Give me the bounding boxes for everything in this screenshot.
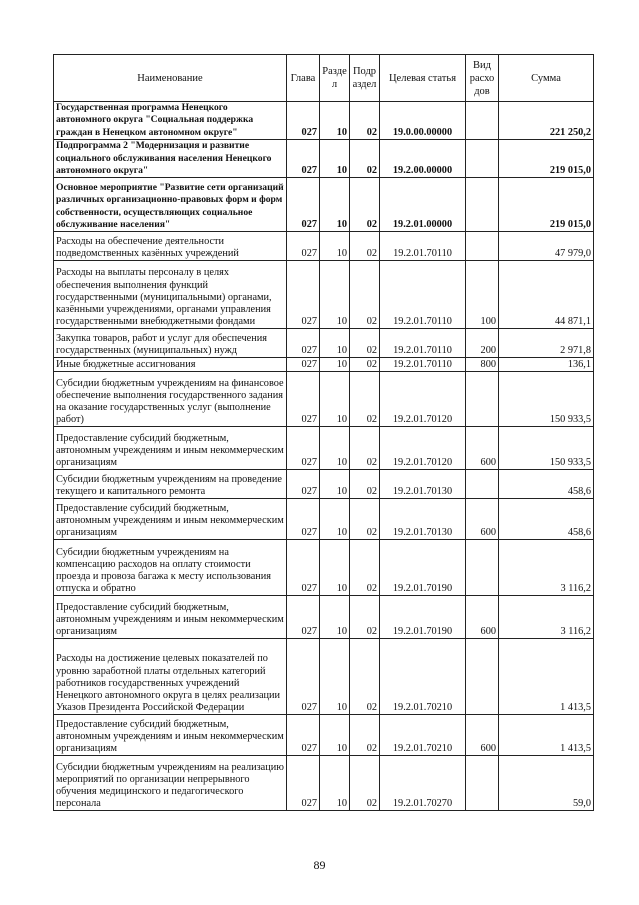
table-row bbox=[54, 639, 594, 715]
row-celevaya: 19.0.00.00000 bbox=[380, 102, 466, 140]
row-glava: 027 bbox=[287, 427, 320, 470]
row-name: Предоставление субсидий бюджетным, автономным учреждениям и иным некоммерческим организациям bbox=[54, 596, 287, 639]
row-razdel: 10 bbox=[320, 639, 350, 715]
row-summa: 2 971,8 bbox=[499, 329, 594, 358]
row-celevaya: 19.2.01.70190 bbox=[380, 540, 466, 596]
row-vid bbox=[466, 639, 499, 715]
row-glava: 027 bbox=[287, 470, 320, 499]
row-name: Государственная программа Ненецкого автономного округа "Социальная поддержка граждан в Ненецком автономном округе" bbox=[54, 102, 287, 140]
table-row bbox=[54, 178, 594, 232]
row-razdel: 10 bbox=[320, 232, 350, 261]
row-name: Предоставление субсидий бюджетным, автономным учреждениям и иным некоммерческим организациям bbox=[54, 499, 287, 540]
row-razdel: 10 bbox=[320, 427, 350, 470]
row-podrazdel: 02 bbox=[350, 499, 380, 540]
row-vid bbox=[466, 372, 499, 427]
row-celevaya: 19.2.01.70130 bbox=[380, 470, 466, 499]
row-vid: 600 bbox=[466, 427, 499, 470]
row-name: Расходы на достижение целевых показателей по уровню заработной платы отдельных категорий работников государственных учреждений Ненецкого автономного округа в целях реализации Указов Президента Российской Федерации bbox=[54, 639, 287, 715]
header-podrazdel: Подр аздел bbox=[350, 55, 380, 102]
row-glava: 027 bbox=[287, 756, 320, 811]
row-podrazdel: 02 bbox=[350, 261, 380, 329]
row-vid bbox=[466, 140, 499, 178]
row-glava: 027 bbox=[287, 140, 320, 178]
row-podrazdel: 02 bbox=[350, 756, 380, 811]
row-razdel: 10 bbox=[320, 596, 350, 639]
row-glava: 027 bbox=[287, 372, 320, 427]
table-row bbox=[54, 102, 594, 140]
row-razdel: 10 bbox=[320, 140, 350, 178]
row-glava: 027 bbox=[287, 715, 320, 756]
row-vid: 100 bbox=[466, 261, 499, 329]
row-name: Расходы на обеспечение деятельности подведомственных казённых учреждений bbox=[54, 232, 287, 261]
row-vid: 600 bbox=[466, 499, 499, 540]
row-summa: 458,6 bbox=[499, 470, 594, 499]
row-celevaya: 19.2.01.70190 bbox=[380, 596, 466, 639]
row-name: Субсидии бюджетным учреждениям на финансовое обеспечение выполнения государственного задания на оказание государственных услуг (выполнение работ) bbox=[54, 372, 287, 427]
row-celevaya: 19.2.01.70110 bbox=[380, 261, 466, 329]
row-glava: 027 bbox=[287, 358, 320, 372]
row-podrazdel: 02 bbox=[350, 329, 380, 358]
row-vid bbox=[466, 232, 499, 261]
row-podrazdel: 02 bbox=[350, 639, 380, 715]
row-podrazdel: 02 bbox=[350, 715, 380, 756]
table-row bbox=[54, 261, 594, 329]
table-row bbox=[54, 140, 594, 178]
table-row bbox=[54, 756, 594, 811]
row-podrazdel: 02 bbox=[350, 427, 380, 470]
row-celevaya: 19.2.01.70110 bbox=[380, 358, 466, 372]
row-vid bbox=[466, 178, 499, 232]
table-row bbox=[54, 540, 594, 596]
row-razdel: 10 bbox=[320, 102, 350, 140]
row-name: Основное мероприятие "Развитие сети организаций различных организационно-правовых форм и форм собственности, осуществляющих социальное обслуживание населения" bbox=[54, 178, 287, 232]
header-glava: Глава bbox=[287, 55, 320, 102]
row-podrazdel: 02 bbox=[350, 178, 380, 232]
row-summa: 150 933,5 bbox=[499, 372, 594, 427]
row-razdel: 10 bbox=[320, 756, 350, 811]
row-celevaya: 19.2.01.70130 bbox=[380, 499, 466, 540]
header-razdel: Разде л bbox=[320, 55, 350, 102]
row-summa: 219 015,0 bbox=[499, 178, 594, 232]
row-glava: 027 bbox=[287, 329, 320, 358]
page-number: 89 bbox=[313, 858, 326, 872]
row-summa: 136,1 bbox=[499, 358, 594, 372]
row-vid: 600 bbox=[466, 715, 499, 756]
row-summa: 219 015,0 bbox=[499, 140, 594, 178]
table-body bbox=[54, 102, 594, 811]
table-row bbox=[54, 715, 594, 756]
row-glava: 027 bbox=[287, 232, 320, 261]
row-podrazdel: 02 bbox=[350, 540, 380, 596]
row-vid: 200 bbox=[466, 329, 499, 358]
row-celevaya: 19.2.01.70120 bbox=[380, 427, 466, 470]
budget-table bbox=[53, 54, 594, 811]
row-glava: 027 bbox=[287, 178, 320, 232]
row-summa: 458,6 bbox=[499, 499, 594, 540]
row-summa: 44 871,1 bbox=[499, 261, 594, 329]
row-razdel: 10 bbox=[320, 261, 350, 329]
row-name: Предоставление субсидий бюджетным, автономным учреждениям и иным некоммерческим организациям bbox=[54, 427, 287, 470]
row-podrazdel: 02 bbox=[350, 358, 380, 372]
row-summa: 1 413,5 bbox=[499, 715, 594, 756]
row-razdel: 10 bbox=[320, 372, 350, 427]
row-summa: 3 116,2 bbox=[499, 596, 594, 639]
header-name: Наименование bbox=[54, 55, 287, 102]
row-summa: 3 116,2 bbox=[499, 540, 594, 596]
row-razdel: 10 bbox=[320, 470, 350, 499]
row-celevaya: 19.2.01.70270 bbox=[380, 756, 466, 811]
row-name: Иные бюджетные ассигнования bbox=[54, 358, 287, 372]
table-row bbox=[54, 596, 594, 639]
row-razdel: 10 bbox=[320, 540, 350, 596]
row-glava: 027 bbox=[287, 540, 320, 596]
row-celevaya: 19.2.00.00000 bbox=[380, 140, 466, 178]
header-vid: Вид расхо дов bbox=[466, 55, 499, 102]
table-row bbox=[54, 499, 594, 540]
row-name: Подпрограмма 2 "Модернизация и развитие социального обслуживания населения Ненецкого автономного округа" bbox=[54, 140, 287, 178]
row-celevaya: 19.2.01.70210 bbox=[380, 639, 466, 715]
row-summa: 150 933,5 bbox=[499, 427, 594, 470]
row-podrazdel: 02 bbox=[350, 102, 380, 140]
row-glava: 027 bbox=[287, 102, 320, 140]
table-header-row bbox=[54, 55, 594, 102]
row-name: Субсидии бюджетным учреждениям на компенсацию расходов на оплату стоимости проезда и провоза багажа к месту использования отпуска и обратно bbox=[54, 540, 287, 596]
row-vid: 800 bbox=[466, 358, 499, 372]
row-glava: 027 bbox=[287, 596, 320, 639]
row-name: Субсидии бюджетным учреждениям на реализацию мероприятий по организации непрерывного обучения медицинского и педагогического персонала bbox=[54, 756, 287, 811]
table-row bbox=[54, 232, 594, 261]
row-summa: 1 413,5 bbox=[499, 639, 594, 715]
row-celevaya: 19.2.01.70110 bbox=[380, 232, 466, 261]
row-celevaya: 19.2.01.70120 bbox=[380, 372, 466, 427]
row-celevaya: 19.2.01.70210 bbox=[380, 715, 466, 756]
row-vid bbox=[466, 102, 499, 140]
row-razdel: 10 bbox=[320, 358, 350, 372]
row-summa: 221 250,2 bbox=[499, 102, 594, 140]
table-row bbox=[54, 470, 594, 499]
row-razdel: 10 bbox=[320, 715, 350, 756]
row-razdel: 10 bbox=[320, 178, 350, 232]
row-podrazdel: 02 bbox=[350, 596, 380, 639]
table-row bbox=[54, 329, 594, 358]
row-podrazdel: 02 bbox=[350, 470, 380, 499]
row-name: Расходы на выплаты персоналу в целях обеспечения выполнения функций государственными (муниципальными) органами, казёнными учреждениями, органами управления государственными внебюджетными фондами bbox=[54, 261, 287, 329]
row-vid bbox=[466, 756, 499, 811]
row-summa: 59,0 bbox=[499, 756, 594, 811]
row-name: Предоставление субсидий бюджетным, автономным учреждениям и иным некоммерческим организациям bbox=[54, 715, 287, 756]
row-razdel: 10 bbox=[320, 329, 350, 358]
row-name: Субсидии бюджетным учреждениям на проведение текущего и капитального ремонта bbox=[54, 470, 287, 499]
row-summa: 47 979,0 bbox=[499, 232, 594, 261]
table-row bbox=[54, 358, 594, 372]
header-celevaya: Целевая статья bbox=[380, 55, 466, 102]
row-vid bbox=[466, 540, 499, 596]
row-glava: 027 bbox=[287, 639, 320, 715]
row-celevaya: 19.2.01.70110 bbox=[380, 329, 466, 358]
row-podrazdel: 02 bbox=[350, 372, 380, 427]
row-name: Закупка товаров, работ и услуг для обеспечения государственных (муниципальных) нужд bbox=[54, 329, 287, 358]
table-row bbox=[54, 372, 594, 427]
row-glava: 027 bbox=[287, 261, 320, 329]
row-podrazdel: 02 bbox=[350, 232, 380, 261]
header-summa: Сумма bbox=[499, 55, 594, 102]
row-vid: 600 bbox=[466, 596, 499, 639]
row-vid bbox=[466, 470, 499, 499]
table-row bbox=[54, 427, 594, 470]
row-razdel: 10 bbox=[320, 499, 350, 540]
row-glava: 027 bbox=[287, 499, 320, 540]
row-podrazdel: 02 bbox=[350, 140, 380, 178]
row-celevaya: 19.2.01.00000 bbox=[380, 178, 466, 232]
